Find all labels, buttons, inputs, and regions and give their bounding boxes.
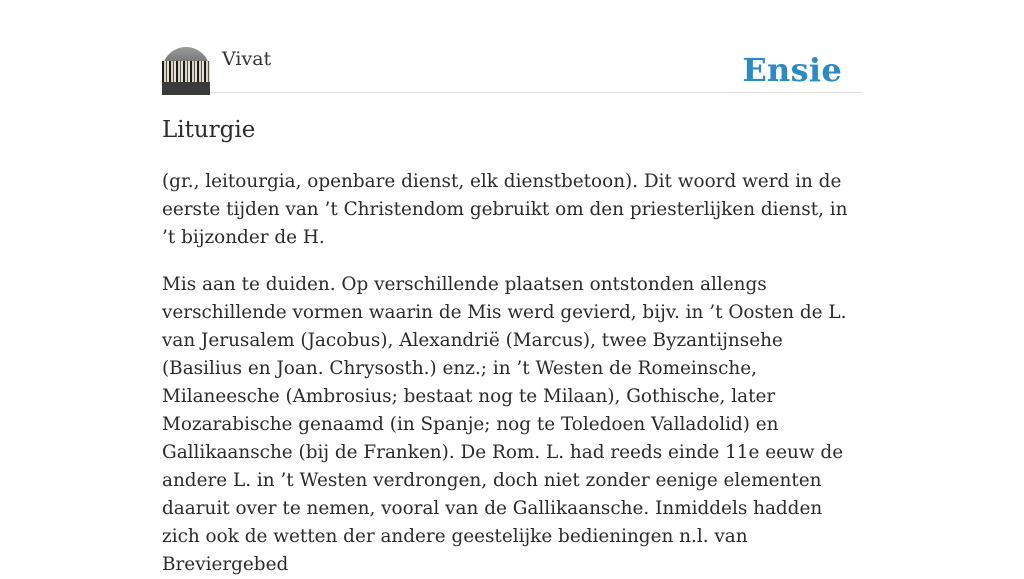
author-name[interactable]: Vivat <box>222 48 272 70</box>
brand-logo[interactable]: Ensie <box>742 51 842 89</box>
header <box>162 0 862 93</box>
article-title: Liturgie <box>162 117 256 143</box>
article-paragraph-2: Mis aan te duiden. Op verschillende plaatsen ontstonden allengs verschillende vormen waarin de Mis werd gevierd, bijv. in ’t Oosten de L. van Jerusalem (Jacobus), Alexandrië (Marcus), twee Byzantijnsehe (Basilius en Joan. Chrysosth.) enz.; in ’t Westen de Romeinsche, Milaneesche (Ambrosius; bestaat nog te Milaan), Gothische, later Mozarabische genaamd (in Spanje; nog te Toledoen Valladolid) en Gallikaansche (bij de Franken). De Rom. L. had reeds einde 11e eeuw de andere L. in ’t Westen verdrongen, doch niet zonder eenige elementen daaruit over te nemen, vooral van de Gallikaansche. Inmiddels hadden zich ook de wetten der andere geestelijke bedieningen n.l. van Breviergebed <box>162 274 847 575</box>
page-container <box>162 0 862 575</box>
article-paragraph-1: (gr., leitourgia, openbare dienst, elk dienstbetoon). Dit woord werd in de eerste tijden van ’t Christendom gebruikt om den priesterlijken dienst, in ’t bijzonder de H. <box>162 171 848 248</box>
author-avatar[interactable] <box>162 47 210 95</box>
bookshelf-image <box>162 61 210 83</box>
shelf-shadow <box>162 82 210 95</box>
